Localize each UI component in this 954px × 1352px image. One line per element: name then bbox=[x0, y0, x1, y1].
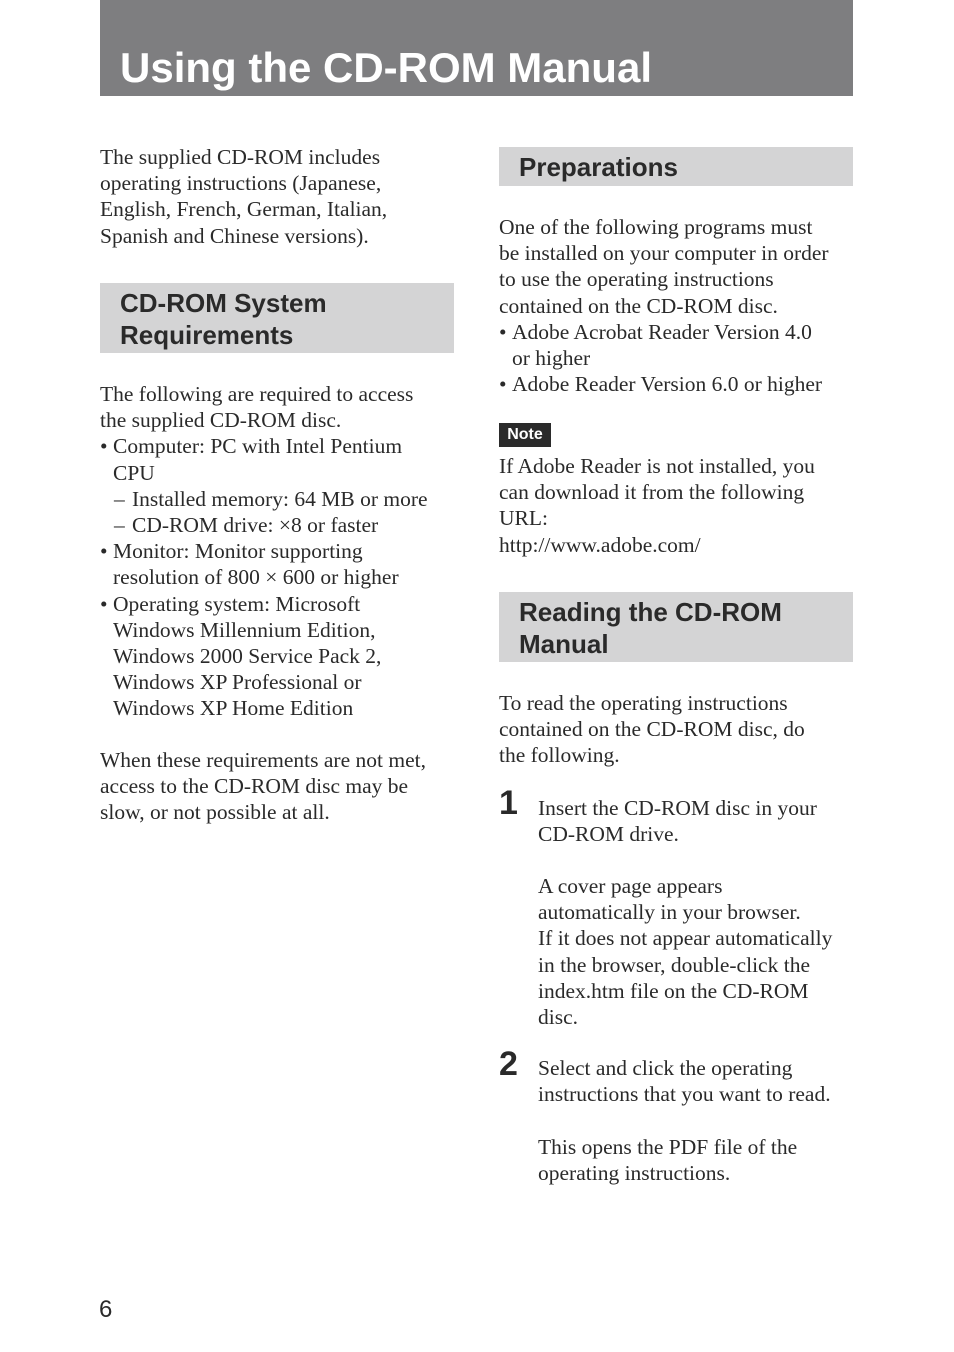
bullet: • bbox=[100, 539, 108, 564]
requirement-memory: – Installed memory: 64 MB or more bbox=[114, 486, 428, 511]
reading-heading: Reading the CD-ROM Manual bbox=[519, 597, 782, 659]
preparations-heading: Preparations bbox=[519, 152, 678, 182]
step-1-text: Insert the CD-ROM disc in your CD-ROM drive. bbox=[538, 796, 817, 847]
intro-paragraph: The supplied CD-ROM includes operating instructions (Japanese, English, French, German, Italian, Spanish and Chinese versions). bbox=[100, 145, 388, 248]
preparations-item-acrobat: • Adobe Acrobat Reader Version 4.0 or higher bbox=[499, 319, 812, 371]
step-1-number: 1 bbox=[499, 784, 518, 822]
bullet: • bbox=[100, 591, 108, 616]
requirement-computer: • Computer: PC with Intel Pentium CPU bbox=[100, 434, 403, 485]
reading-heading-box bbox=[499, 592, 853, 662]
title-bar bbox=[100, 0, 853, 96]
dash: – bbox=[114, 486, 125, 511]
requirement-os: • Operating system: Microsoft Windows Millennium Edition, Windows 2000 Service Pack 2, Windows XP Professional or Windows XP Home Edition bbox=[100, 591, 382, 721]
requirements-heading: CD-ROM System Requirements bbox=[120, 288, 327, 350]
requirement-monitor: • Monitor: Monitor supporting resolution of 800 × 600 or higher bbox=[100, 539, 399, 590]
preparations-heading-box bbox=[499, 147, 853, 186]
reading-lead: To read the operating instructions contained on the CD-ROM disc, do the following. bbox=[499, 691, 805, 768]
step-2-text: Select and click the operating instructions that you want to read. bbox=[538, 1056, 831, 1107]
requirements-warning: When these requirements are not met, access to the CD-ROM disc may be slow, or not possible at all. bbox=[100, 748, 426, 825]
adobe-url: http://www.adobe.com/ bbox=[499, 532, 701, 557]
step-2-detail: This opens the PDF file of the operating instructions. bbox=[538, 1135, 798, 1186]
requirements-list: The following are required to access the supplied CD-ROM disc. • Computer: PC with Intel Pentium CPU – Installed memory: 64 MB or more – CD-ROM drive: ×8 or faster • Monitor: Monitor supporting resolution of 800 × 600 or higher • Operating system: Microsoft Windows Millennium Edition, Windows 2000 Service Pack 2, Windows XP Professional or Windows XP Home Edition bbox=[100, 382, 428, 721]
requirements-heading-box bbox=[100, 283, 454, 353]
dash: – bbox=[114, 513, 125, 538]
requirement-drive: – CD-ROM drive: ×8 or faster bbox=[114, 513, 379, 538]
preparations-text: One of the following programs must be installed on your computer in order to use the operating instructions contained on the CD-ROM disc. • Adobe Acrobat Reader Version 4.0 or higher • Adobe Reader Version 6.0 or higher bbox=[499, 215, 829, 397]
page-title: Using the CD-ROM Manual bbox=[120, 44, 652, 91]
step-1-detail: A cover page appears automatically in your browser. If it does not appear automatically in the browser, double-click the index.htm file on the CD-ROM disc. bbox=[538, 874, 833, 1030]
note-text: If Adobe Reader is not installed, you can download it from the following URL: http://www.adobe.com/ bbox=[499, 454, 815, 557]
note-badge: Note bbox=[499, 423, 551, 447]
step-2-number: 2 bbox=[499, 1045, 518, 1083]
bullet: • bbox=[499, 319, 507, 344]
bullet: • bbox=[499, 372, 507, 397]
bullet: • bbox=[100, 434, 108, 459]
preparations-item-reader: • Adobe Reader Version 6.0 or higher bbox=[499, 372, 823, 397]
page-number: 6 bbox=[99, 1296, 113, 1323]
